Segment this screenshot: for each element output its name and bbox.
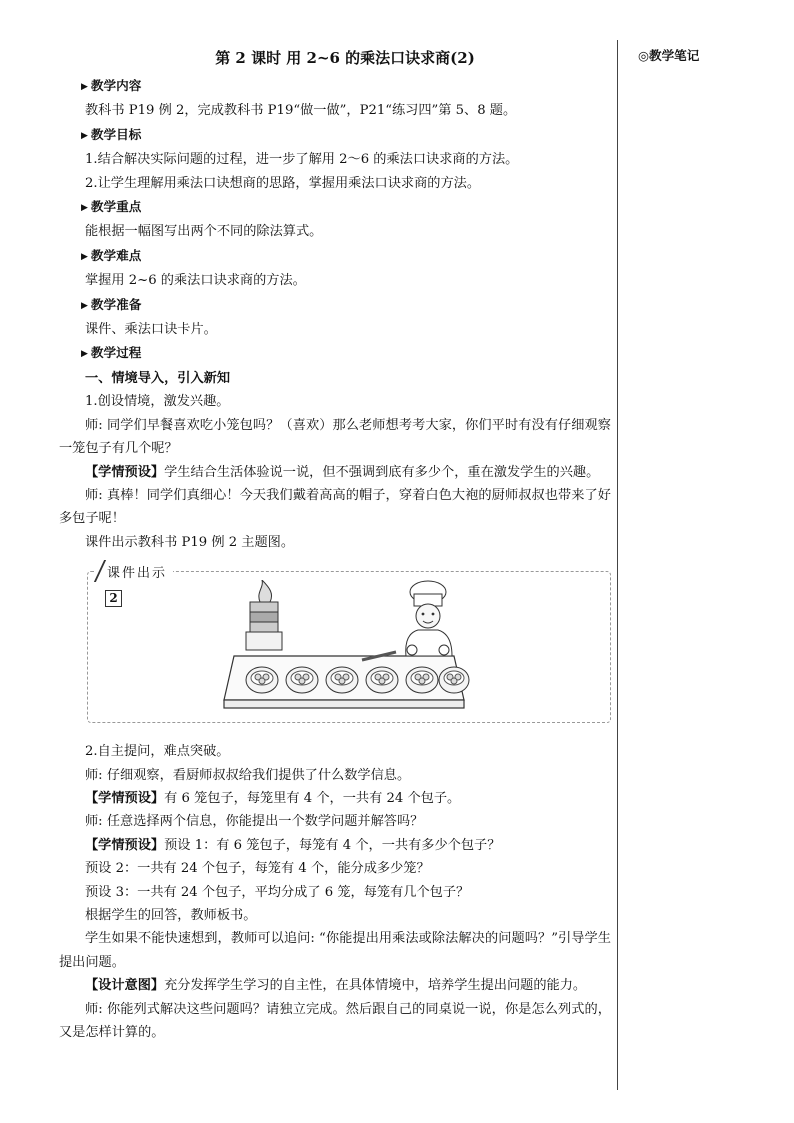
- teacher-line-4: 师: 仔细观察，看厨师叔叔给我们提供了什么数学信息。: [85, 767, 411, 783]
- preset-3b: 预设 2：一共有 24 个包子，每笼有 4 个，能分成多少笼？: [85, 861, 430, 877]
- prep-text: 课件、乘法口诀卡片。: [85, 322, 217, 338]
- teacher-line-5: 师: 任意选择两个信息，你能提出一个数学问题并解答吗？: [85, 814, 424, 830]
- slash-icon: [94, 560, 106, 582]
- courseware-label: 课件出示: [95, 560, 173, 580]
- preset-3: 【学情预设】预设 1：有 6 笼包子，每笼有 4 个，一共有多少个包子？: [85, 837, 501, 853]
- part1-title: 一、情境导入，引入新知: [85, 370, 231, 386]
- step2: 2.自主提问，难点突破。: [85, 744, 230, 760]
- bun-basket-icon: [406, 667, 438, 693]
- teaching-notes-label: ◎教学笔记: [638, 48, 700, 63]
- goal-item-2: 2.让学生理解用乘法口诀想商的思路，掌握用乘法口诀求商的方法。: [85, 175, 481, 191]
- difficulty-text: 掌握用 2~6 的乘法口诀求商的方法。: [85, 273, 306, 289]
- main-column: [59, 46, 611, 1044]
- key-text: 能根据一幅图写出两个不同的除法算式。: [85, 224, 323, 240]
- teacher-line-6: 根据学生的回答，教师板书。: [85, 907, 257, 923]
- triangle-bullet-icon: ▶: [81, 82, 88, 92]
- bun-basket-icon: [246, 667, 278, 693]
- section-heading-content: ▶ 教学内容: [59, 74, 611, 99]
- section-heading-key: ▶ 教学重点: [59, 195, 611, 220]
- section-heading-difficulty: ▶ 教学难点: [59, 244, 611, 269]
- bun-basket-icon: [326, 667, 358, 693]
- bun-basket-icon: [286, 667, 318, 693]
- teacher-line-7: 学生如果不能快速想到，教师可以追问: “你能提出用乘法或除法解决的问题吗？”引导学生提出问题。: [59, 931, 611, 970]
- preset-2: 【学情预设】有 6 笼包子，每笼里有 4 个，一共有 24 个包子。: [85, 790, 461, 806]
- triangle-bullet-icon: ▶: [81, 251, 88, 262]
- design-intent: 【设计意图】充分发挥学生学习的自主性，在具体情境中，培养学生提出问题的能力。: [85, 978, 587, 994]
- triangle-bullet-icon: ▶: [81, 349, 88, 360]
- section-heading-process: ▶ 教学过程: [59, 341, 611, 366]
- teacher-line-3: 课件出示教科书 P19 例 2 主题图。: [85, 534, 295, 550]
- triangle-bullet-icon: ▶: [81, 130, 88, 141]
- step1: 1.创设情境，激发兴趣。: [85, 394, 230, 410]
- bun-basket-icon: [366, 667, 398, 693]
- teacher-line-1: 师: 同学们早餐喜欢吃小笼包吗？（喜欢）那么老师想考考大家，你们平时有没有仔细观察一笼包子有几个呢？: [59, 417, 611, 457]
- triangle-bullet-icon: ▶: [81, 300, 88, 311]
- steamer-stack-icon: [246, 580, 282, 650]
- bun-basket-icon: [439, 667, 469, 693]
- sidebar-divider: [617, 40, 618, 1090]
- teacher-line-8: 师: 你能列式解决这些问题吗？请独立完成。然后跟自己的同桌说一说，你是怎么列式的，又是怎样计算的。: [59, 1001, 611, 1040]
- content-text: 教科书 P19 例 2，完成教科书 P19“做一做”，P21“练习四”第 5、8 题。: [85, 103, 517, 119]
- courseware-box: [59, 560, 611, 730]
- page-title: 第 2 课时 用 2~6 的乘法口诀求商(2): [215, 49, 475, 67]
- example-number: 2: [105, 590, 122, 607]
- preset-3c: 预设 3：一共有 24 个包子，平均分成了 6 笼，每笼有几个包子？: [85, 884, 470, 900]
- chef-buns-illustration: [214, 580, 474, 720]
- goal-item-1: 1.结合解决实际问题的过程，进一步了解用 2～6 的乘法口诀求商的方法。: [85, 152, 519, 168]
- chef-icon: [406, 581, 452, 656]
- teacher-line-2: 师: 真棒！同学们真细心！今天我们戴着高高的帽子，穿着白色大袍的厨师叔叔也带来了好多包子呢！: [59, 487, 611, 527]
- triangle-bullet-icon: ▶: [81, 203, 88, 214]
- section-heading-prep: ▶ 教学准备: [59, 293, 611, 318]
- preset-1: 【学情预设】学生结合生活体验说一说，但不强调到底有多少个，重在激发学生的兴趣。: [85, 464, 600, 480]
- section-heading-goals: ▶ 教学目标: [59, 123, 611, 148]
